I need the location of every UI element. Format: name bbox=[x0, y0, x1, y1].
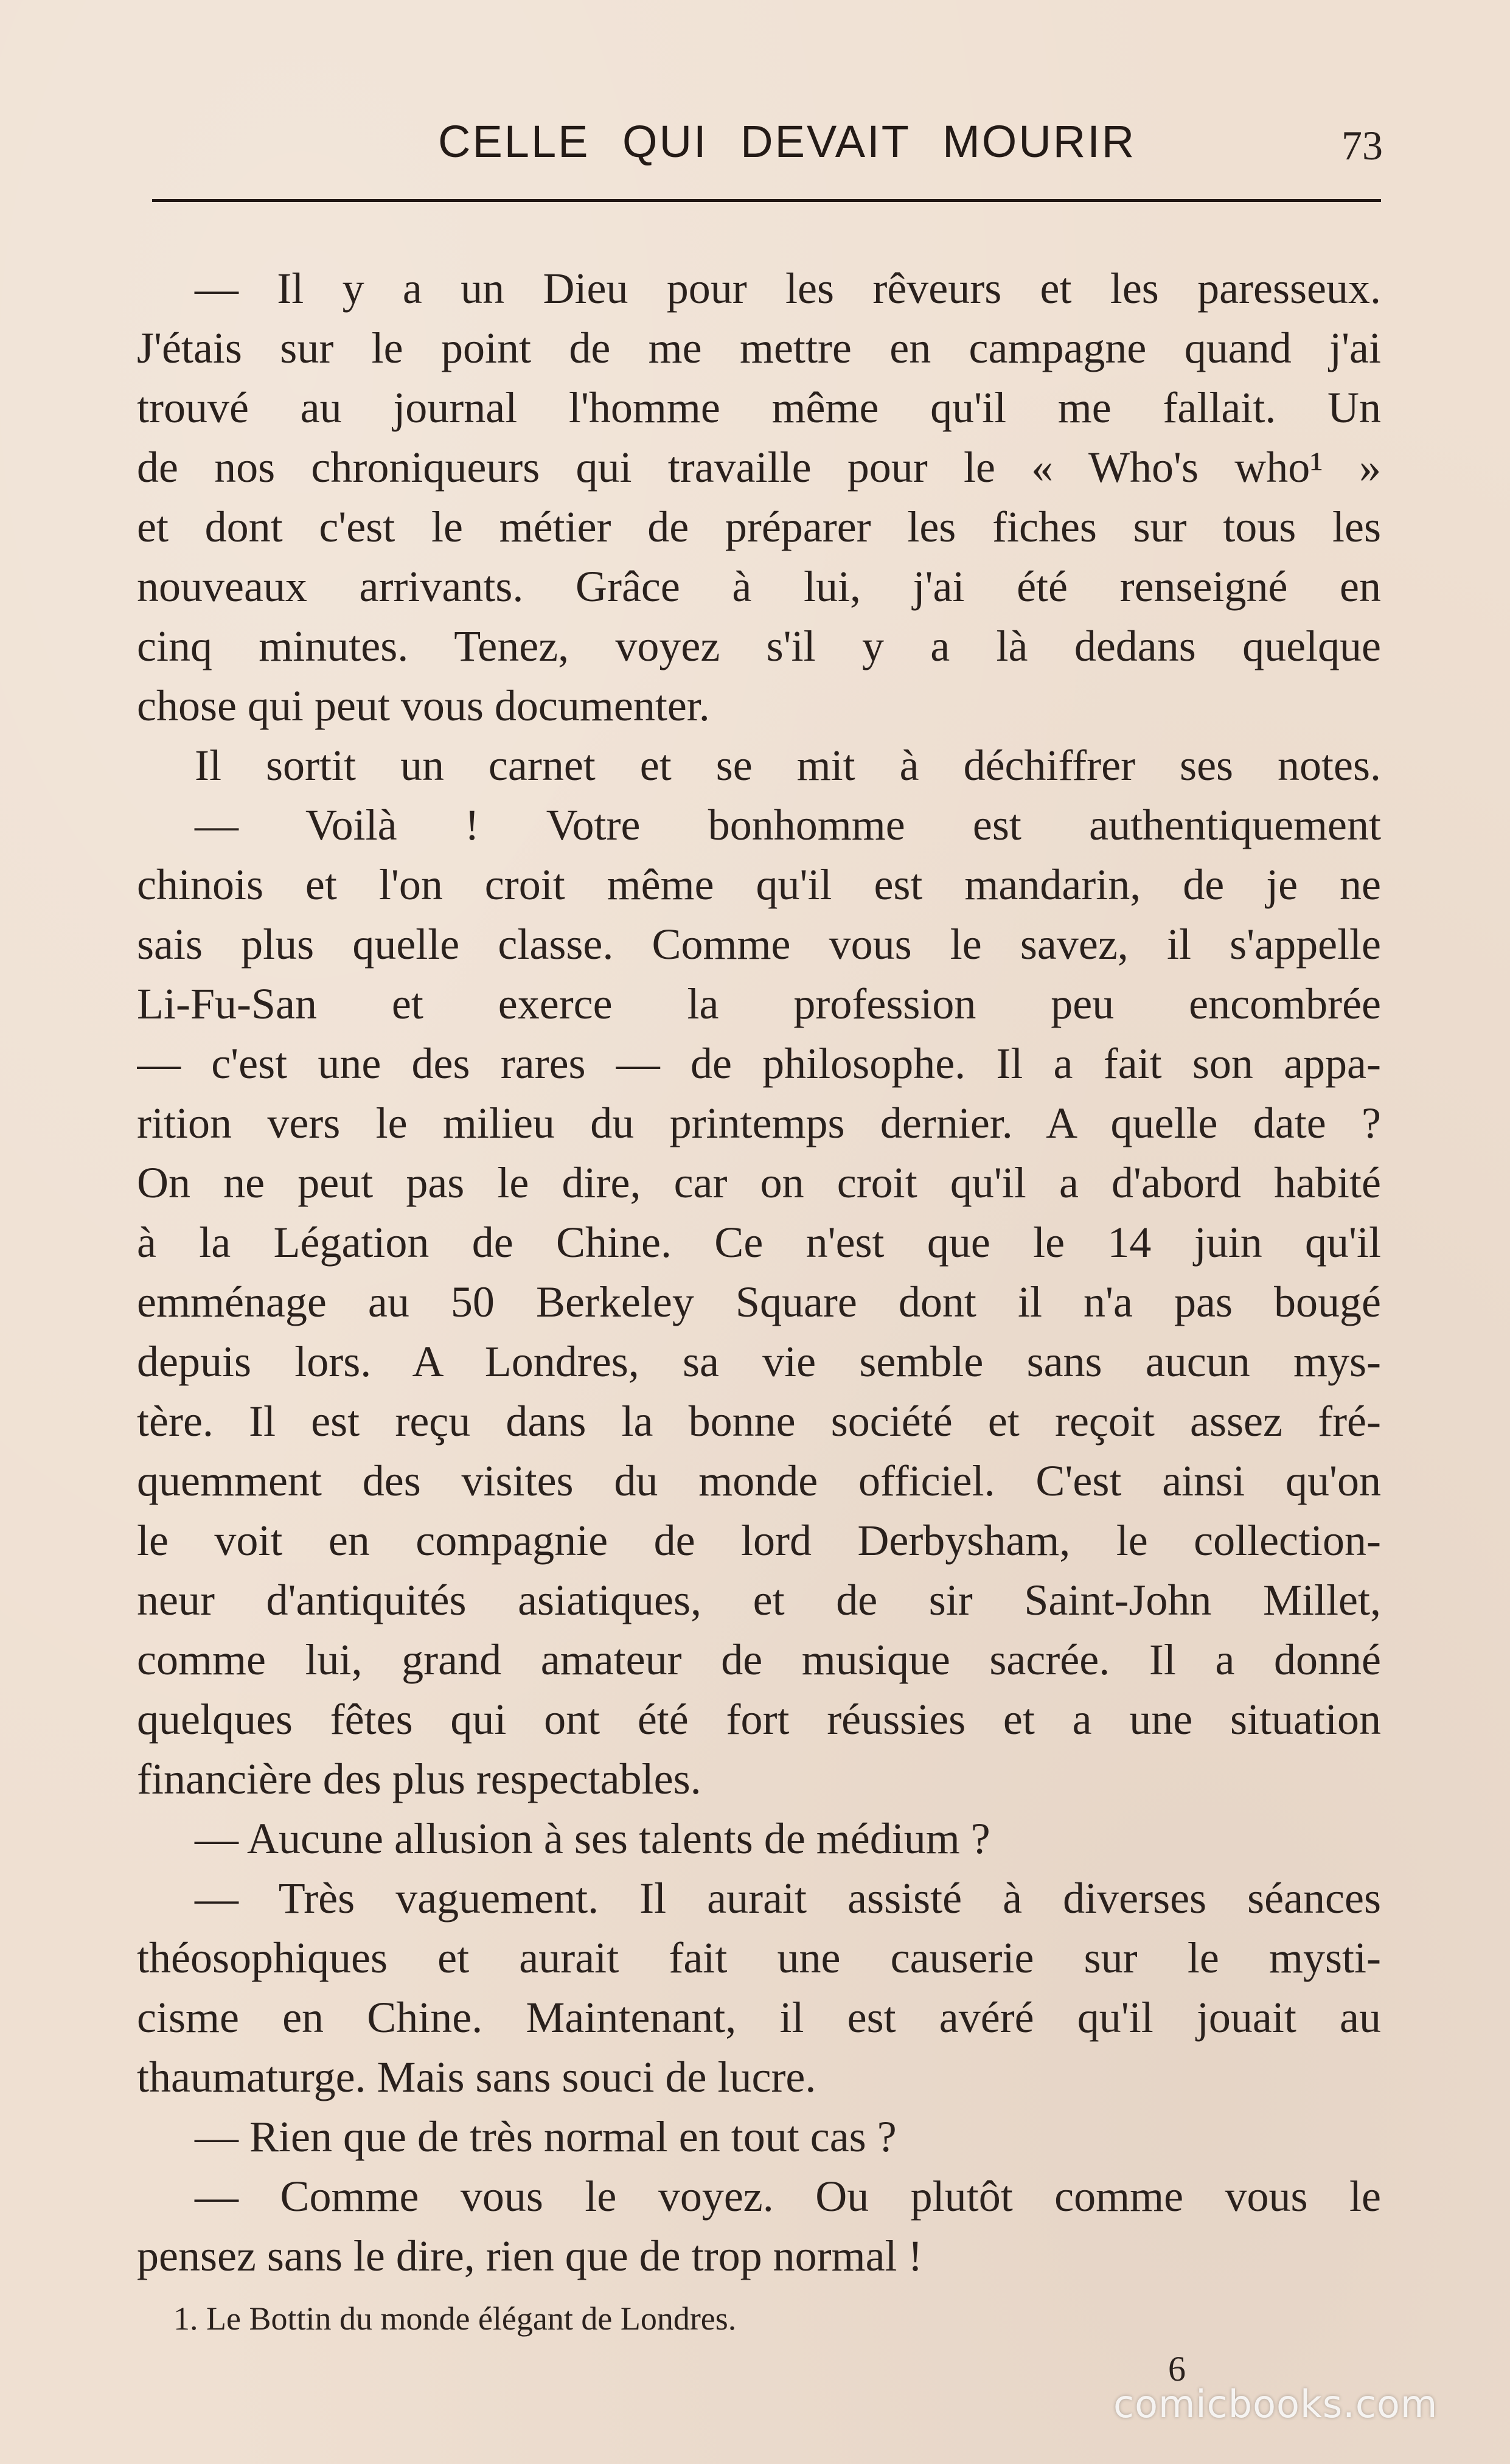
text-line: depuis lors. A Londres, sa vie semble sans aucun mys- bbox=[137, 1337, 1381, 1386]
running-header-title: CELLE QUI DEVAIT MOURIR bbox=[438, 116, 1136, 167]
text-line: neur d'antiquités asiatiques, et de sir Saint-John Millet, bbox=[137, 1576, 1381, 1624]
text-line: — Rien que de très normal en tout cas ? bbox=[195, 2112, 897, 2161]
text-line: — Aucune allusion à ses talents de médium ? bbox=[195, 1814, 990, 1863]
text-line: tère. Il est reçu dans la bonne société et reçoit assez fré- bbox=[137, 1397, 1381, 1446]
header-rule bbox=[152, 199, 1381, 202]
text-line: quemment des visites du monde officiel. C'est ainsi qu'on bbox=[137, 1456, 1381, 1505]
watermark-text: comicbooks.com bbox=[1113, 2382, 1438, 2426]
text-line: à la Légation de Chine. Ce n'est que le 14 juin qu'il bbox=[137, 1218, 1381, 1267]
text-line: Li-Fu-San et exerce la profession peu encombrée bbox=[137, 980, 1381, 1028]
text-line: comme lui, grand amateur de musique sacrée. Il a donné bbox=[137, 1635, 1381, 1684]
text-line: rition vers le milieu du printemps dernier. A quelle date ? bbox=[137, 1099, 1381, 1147]
text-line: financière des plus respectables. bbox=[137, 1755, 701, 1803]
text-line: thaumaturge. Mais sans souci de lucre. bbox=[137, 2053, 816, 2101]
text-line: — Il y a un Dieu pour les rêveurs et les paresseux. bbox=[195, 264, 1381, 313]
page-number: 73 bbox=[1341, 122, 1383, 169]
text-line: le voit en compagnie de lord Derbysham, le collection- bbox=[137, 1516, 1381, 1565]
text-line: cisme en Chine. Maintenant, il est avéré qu'il jouait au bbox=[137, 1993, 1381, 2042]
text-line: — Voilà ! Votre bonhomme est authentiquement bbox=[195, 801, 1381, 849]
text-line: — c'est une des rares — de philosophe. Il a fait son appa- bbox=[137, 1039, 1381, 1088]
text-line: théosophiques et aurait fait une causerie sur le mysti- bbox=[137, 1933, 1381, 1982]
text-line: pensez sans le dire, rien que de trop normal ! bbox=[137, 2232, 923, 2280]
text-line: J'étais sur le point de me mettre en campagne quand j'ai bbox=[137, 324, 1381, 372]
text-line: Il sortit un carnet et se mit à déchiffrer ses notes. bbox=[195, 741, 1381, 790]
text-line: cinq minutes. Tenez, voyez s'il y a là dedans quelque bbox=[137, 622, 1381, 670]
body-text bbox=[137, 259, 1381, 2286]
text-line: emménage au 50 Berkeley Square dont il n'a pas bougé bbox=[137, 1278, 1381, 1326]
footnote: 1. Le Bottin du monde élégant de Londres. bbox=[173, 2300, 737, 2337]
text-line: quelques fêtes qui ont été fort réussies et a une situation bbox=[137, 1695, 1381, 1744]
text-line: de nos chroniqueurs qui travaille pour le « Who's who¹ » bbox=[137, 443, 1381, 492]
text-line: On ne peut pas le dire, car on croit qu'il a d'abord habité bbox=[137, 1158, 1381, 1207]
text-line: nouveaux arrivants. Grâce à lui, j'ai été renseigné en bbox=[137, 562, 1381, 611]
text-line: et dont c'est le métier de préparer les fiches sur tous les bbox=[137, 503, 1381, 551]
text-line: sais plus quelle classe. Comme vous le savez, il s'appelle bbox=[137, 920, 1381, 969]
text-line: chinois et l'on croit même qu'il est mandarin, de je ne bbox=[137, 860, 1381, 909]
text-line: chose qui peut vous documenter. bbox=[137, 681, 710, 730]
text-line: trouvé au journal l'homme même qu'il me fallait. Un bbox=[137, 383, 1381, 432]
signature-number: 6 bbox=[1168, 2349, 1186, 2389]
text-line: — Comme vous le voyez. Ou plutôt comme vous le bbox=[195, 2172, 1381, 2221]
text-line: — Très vaguement. Il aurait assisté à diverses séances bbox=[195, 1874, 1381, 1923]
